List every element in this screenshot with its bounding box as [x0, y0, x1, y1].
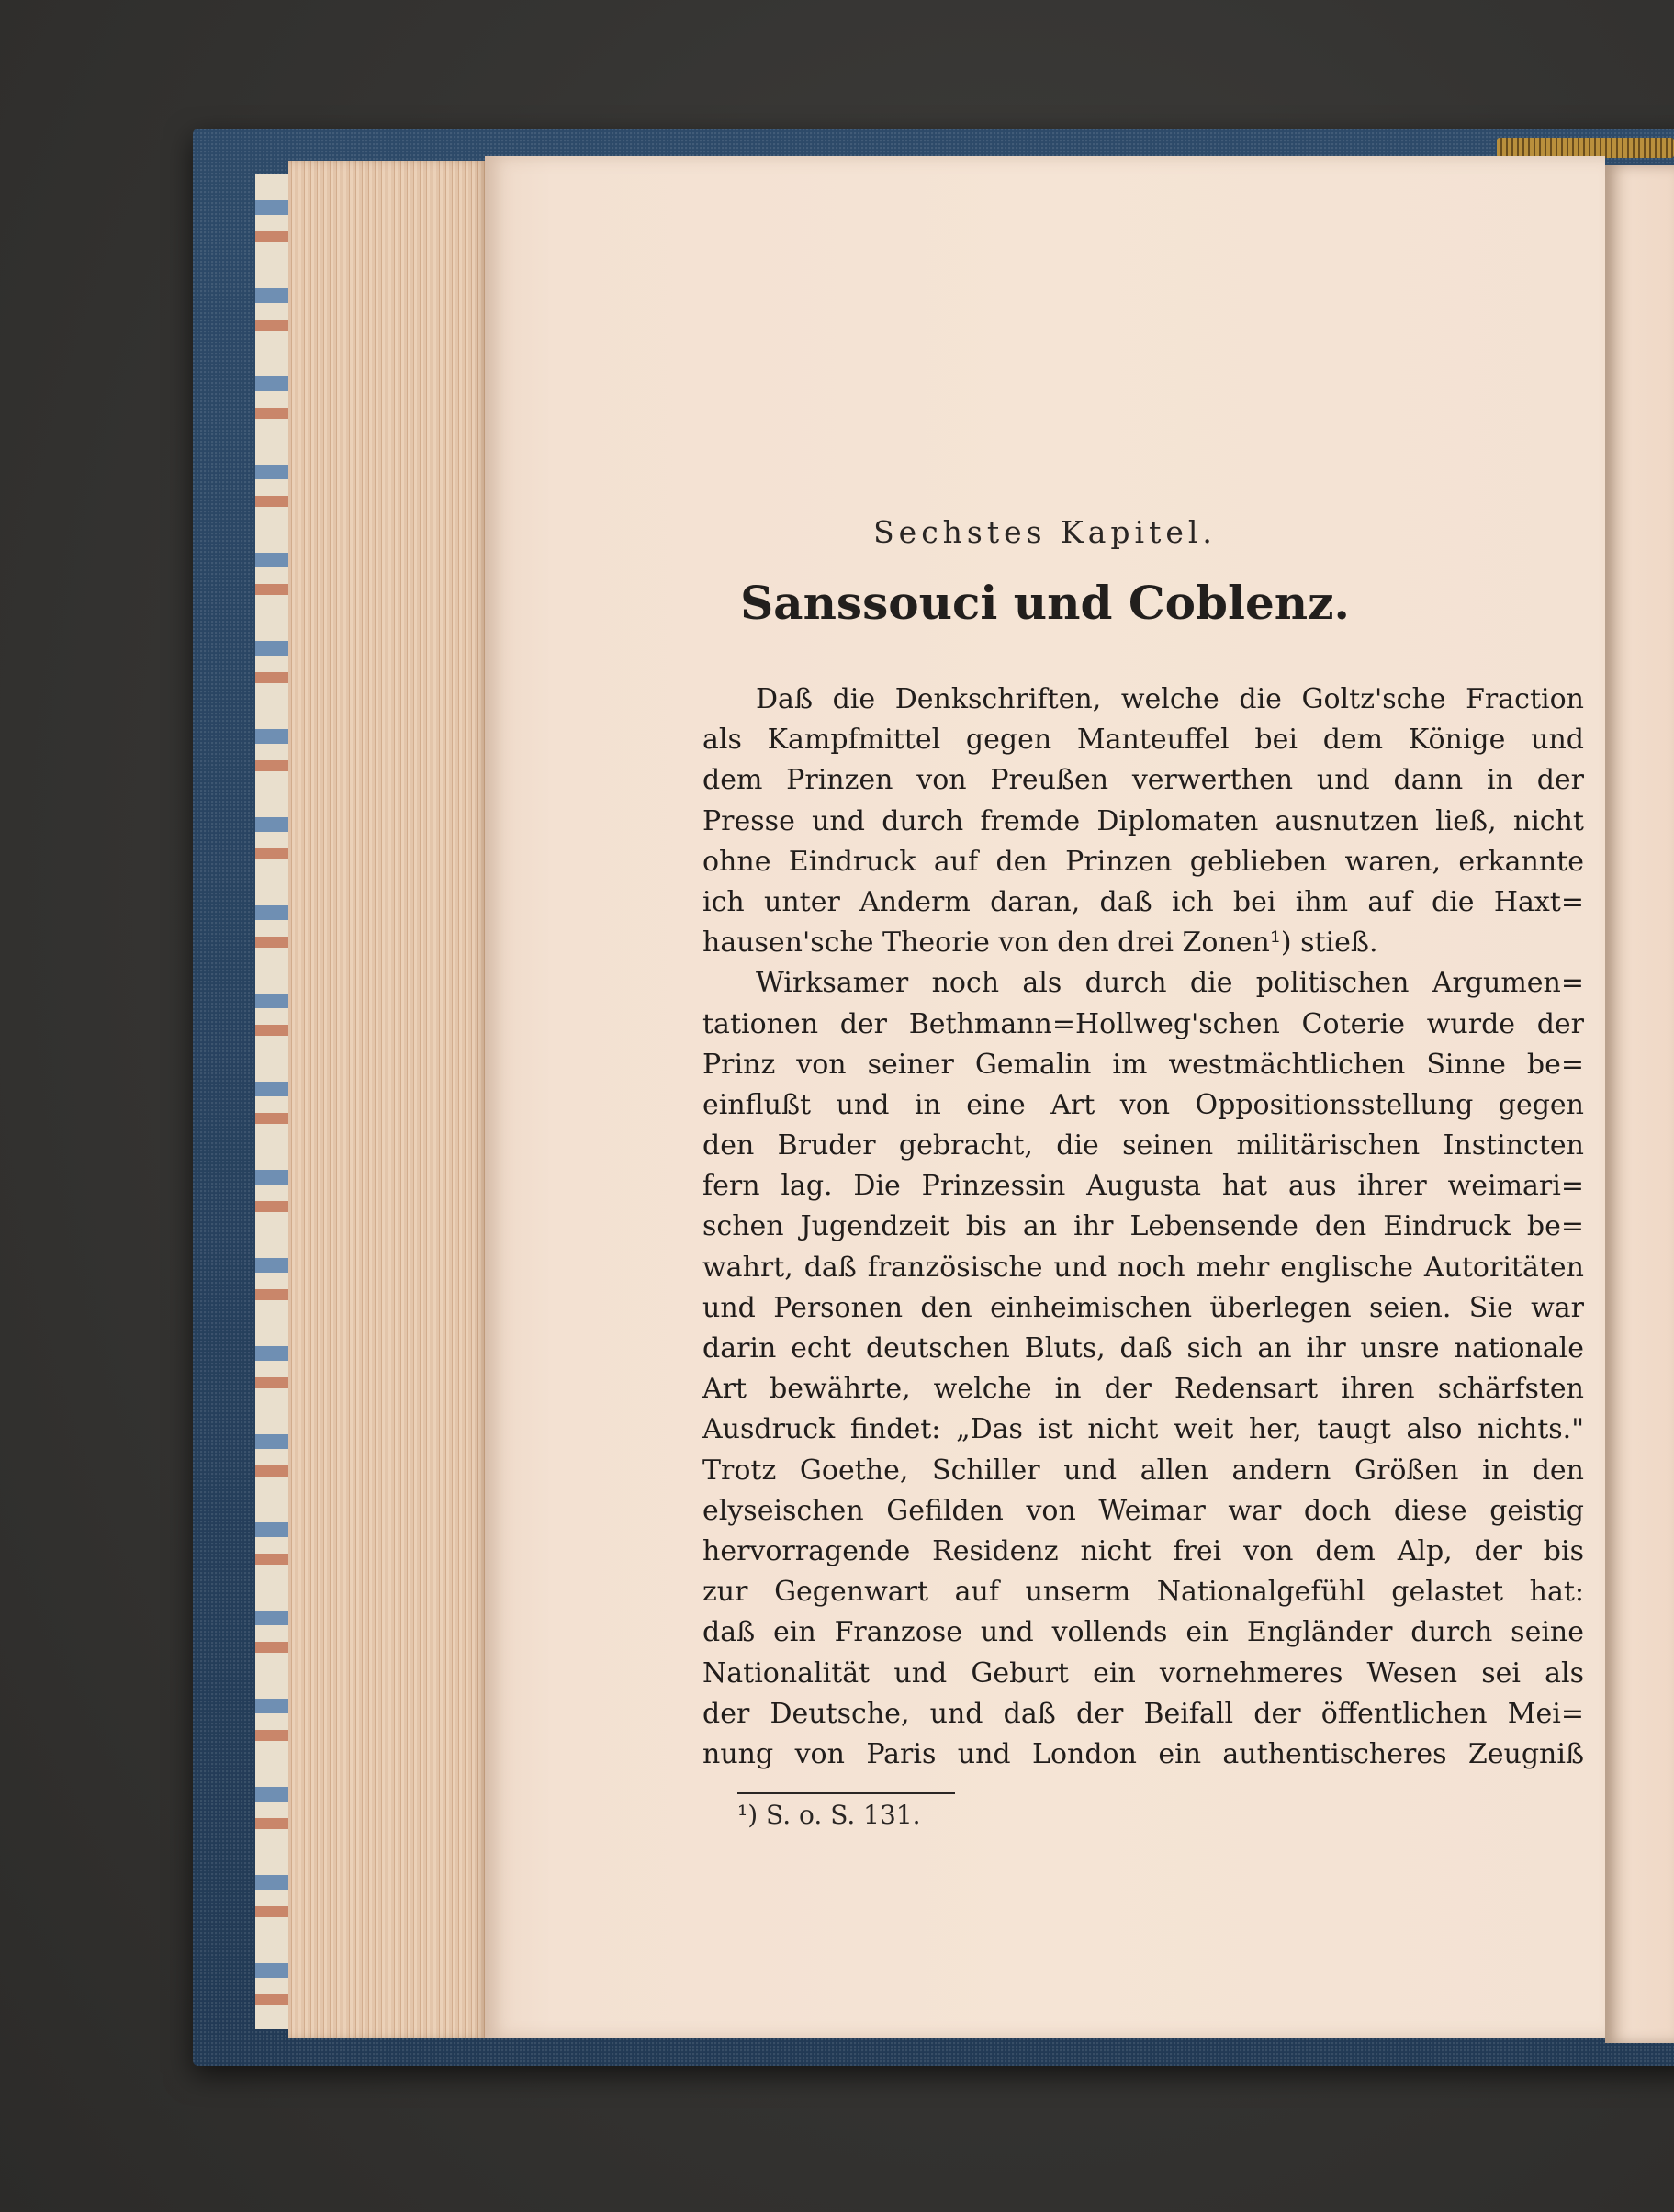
- text-line: Nationalität und Geburt ein vornehmeres Wesen sei als: [702, 1656, 1584, 1690]
- text-line: ohne Eindruck auf den Prinzen geblieben waren, erkannte: [702, 845, 1584, 878]
- body-text: [702, 679, 1584, 1775]
- text-line: Trotz Goethe, Schiller und allen andern Größen in den: [702, 1454, 1584, 1487]
- book-headband: [1497, 138, 1674, 158]
- text-line: Daß die Denkschriften, welche die Goltz'sche Fraction: [756, 683, 1584, 715]
- footnote: ¹) S. o. S. 131.: [737, 1800, 921, 1830]
- text-line: ich unter Anderm daran, daß ich bei ihm auf die Haxt=: [702, 885, 1584, 918]
- text-line: wahrt, daß französische und noch mehr englische Autoritäten: [702, 1251, 1584, 1284]
- text-line: zur Gegenwart auf unserm Nationalgefühl gelastet hat:: [702, 1576, 1584, 1609]
- text-line: Wirksamer noch als durch die politischen Argumen=: [756, 967, 1584, 1000]
- text-line: schen Jugendzeit bis an ihr Lebensende den Eindruck be=: [702, 1210, 1584, 1243]
- text-line: Presse und durch fremde Diplomaten ausnutzen ließ, nicht: [702, 804, 1584, 837]
- text-line: Art bewährte, welche in der Redensart ihren schärfsten: [702, 1373, 1584, 1406]
- text-line: als Kampfmittel gegen Manteuffel bei dem Könige und: [702, 724, 1584, 757]
- footnote-rule: [737, 1792, 955, 1794]
- text-line: nung von Paris und London ein authentischeres Zeugniß: [702, 1737, 1584, 1770]
- text-line: dem Prinzen von Preußen verwerthen und dann in der: [702, 764, 1584, 797]
- text-line: darin echt deutschen Bluts, daß sich an ihr unsre nationale: [702, 1332, 1584, 1364]
- text-line: daß ein Franzose und vollends ein Engländer durch seine: [702, 1616, 1584, 1649]
- text-line: Prinz von seiner Gemalin im westmächtlichen Sinne be=: [702, 1048, 1584, 1081]
- right-page-edge: [1605, 165, 1674, 2043]
- text-line: hervorragende Residenz nicht frei von dem Alp, der bis: [702, 1534, 1584, 1567]
- text-line: elyseischen Gefilden von Weimar war doch diese geistig: [702, 1494, 1584, 1527]
- text-line: fern lag. Die Prinzessin Augusta hat aus ihrer weimari=: [702, 1170, 1584, 1203]
- chapter-label: Sechstes Kapitel.: [873, 514, 1217, 550]
- page-edges: [288, 161, 486, 2038]
- text-line: hausen'sche Theorie von den drei Zonen¹) stieß.: [702, 926, 1378, 960]
- text-line: tationen der Bethmann=Hollweg'schen Coterie wurde der: [702, 1007, 1584, 1040]
- text-line: Ausdruck findet: „Das ist nicht weit her, taugt also nichts.": [702, 1413, 1584, 1446]
- marbled-endpaper: [255, 174, 290, 2029]
- text-line: der Deutsche, und daß der Beifall der öffentlichen Mei=: [702, 1697, 1584, 1730]
- chapter-title: Sanssouci und Coblenz.: [740, 576, 1350, 630]
- text-line: einflußt und in eine Art von Oppositionsstellung gegen: [702, 1088, 1584, 1121]
- text-line: den Bruder gebracht, die seinen militärischen Instincten: [702, 1129, 1584, 1162]
- text-line: und Personen den einheimischen überlegen seien. Sie war: [702, 1291, 1584, 1324]
